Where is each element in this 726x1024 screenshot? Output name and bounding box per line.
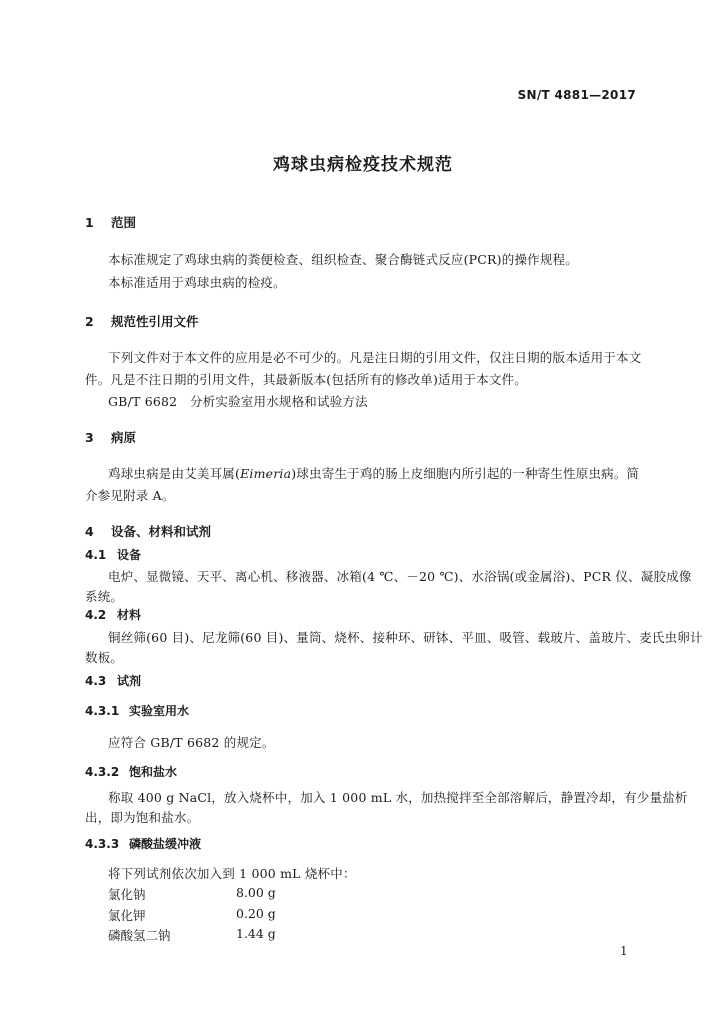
subsection-4-3-heading — [85, 672, 141, 689]
section-2-heading — [85, 312, 199, 330]
standard-number: SN/T 4881—2017 — [517, 88, 636, 102]
paragraph-line: 件。凡是不注日期的引用文件，其最新版本(包括所有的修改单)适用于本文件。 — [85, 372, 527, 387]
genus-name: Eimeria — [240, 466, 292, 481]
reagent-quantity: 8.00 g — [236, 885, 276, 900]
reagent-quantity: 1.44 g — [236, 926, 276, 941]
subsection-4-3-2-heading — [85, 763, 177, 780]
section-title: 饱和盐水 — [129, 765, 178, 779]
paragraph-line: 数板。 — [85, 650, 124, 665]
paragraph-line: 介参见附录 A。 — [85, 488, 175, 503]
section-title: 实验室用水 — [129, 704, 190, 718]
paragraph: 本标准适用于鸡球虫病的检疫。 — [108, 275, 286, 290]
section-4-heading — [85, 522, 211, 540]
text-fragment: 鸡球虫病是由艾美耳属( — [108, 466, 241, 481]
reagent-name: 氯化钾 — [108, 908, 146, 923]
document-title: 鸡球虫病检疫技术规范 — [273, 155, 453, 175]
section-title: 材料 — [117, 608, 142, 622]
paragraph-line: 系统。 — [85, 589, 124, 604]
text-fragment: )球虫寄生于鸡的肠上皮细胞内所引起的一种寄生性原虫病。简 — [291, 466, 640, 481]
paragraph-line: 电炉、显微镜、天平、离心机、移液器、冰箱(4 ℃、－20 ℃)、水浴锅(或金属浴)、PCR 仪、凝胶成像 — [108, 569, 692, 584]
subsection-4-3-1-heading — [85, 702, 189, 719]
section-number: 4.3.3 — [85, 837, 120, 851]
section-3-heading — [85, 428, 136, 446]
section-number: 1 — [85, 215, 94, 230]
normative-reference: GB/T 6682 分析实验室用水规格和试验方法 — [108, 394, 368, 409]
section-number: 4.3.1 — [85, 704, 120, 718]
section-title: 范围 — [111, 215, 137, 230]
reagent-quantity: 0.20 g — [236, 906, 276, 921]
section-number: 4 — [85, 524, 94, 539]
paragraph: 本标准规定了鸡球虫病的粪便检查、组织检查、聚合酶链式反应(PCR)的操作规程。 — [108, 252, 578, 267]
paragraph-line: 称取 400 g NaCl，放入烧杯中，加入 1 000 mL 水，加热搅拌至全部溶解后，静置冷却，有少量盐析 — [108, 790, 688, 805]
section-number: 2 — [85, 314, 94, 329]
section-number: 4.2 — [85, 608, 107, 622]
paragraph: 将下列试剂依次加入到 1 000 mL 烧杯中： — [108, 866, 356, 881]
page-number: 1 — [620, 944, 628, 958]
paragraph-line: 铜丝筛(60 目)、尼龙筛(60 目)、量筒、烧杯、接种环、研钵、平皿、吸管、载玻片、盖玻片、麦氏虫卵计 — [108, 630, 703, 645]
section-1-heading — [85, 213, 136, 231]
section-number: 3 — [85, 430, 94, 445]
subsection-4-3-3-heading — [85, 835, 201, 852]
paragraph-line — [108, 464, 639, 482]
section-number: 4.3.2 — [85, 765, 120, 779]
section-title: 试剂 — [117, 674, 142, 688]
section-title: 病原 — [111, 430, 137, 445]
subsection-4-1-heading — [85, 546, 141, 563]
paragraph-line: 下列文件对于本文件的应用是必不可少的。凡是注日期的引用文件，仅注日期的版本适用于本文 — [108, 350, 642, 365]
section-number: 4.3 — [85, 674, 107, 688]
paragraph-line: 出，即为饱和盐水。 — [85, 810, 200, 825]
reagent-name: 氯化钠 — [108, 887, 146, 902]
section-title: 设备 — [117, 548, 142, 562]
reagent-name: 磷酸氢二钠 — [108, 928, 171, 943]
paragraph: 应符合 GB/T 6682 的规定。 — [108, 735, 275, 750]
section-number: 4.1 — [85, 548, 107, 562]
section-title: 规范性引用文件 — [111, 314, 199, 329]
section-title: 设备、材料和试剂 — [111, 524, 212, 539]
subsection-4-2-heading — [85, 606, 141, 623]
section-title: 磷酸盐缓冲液 — [129, 837, 202, 851]
